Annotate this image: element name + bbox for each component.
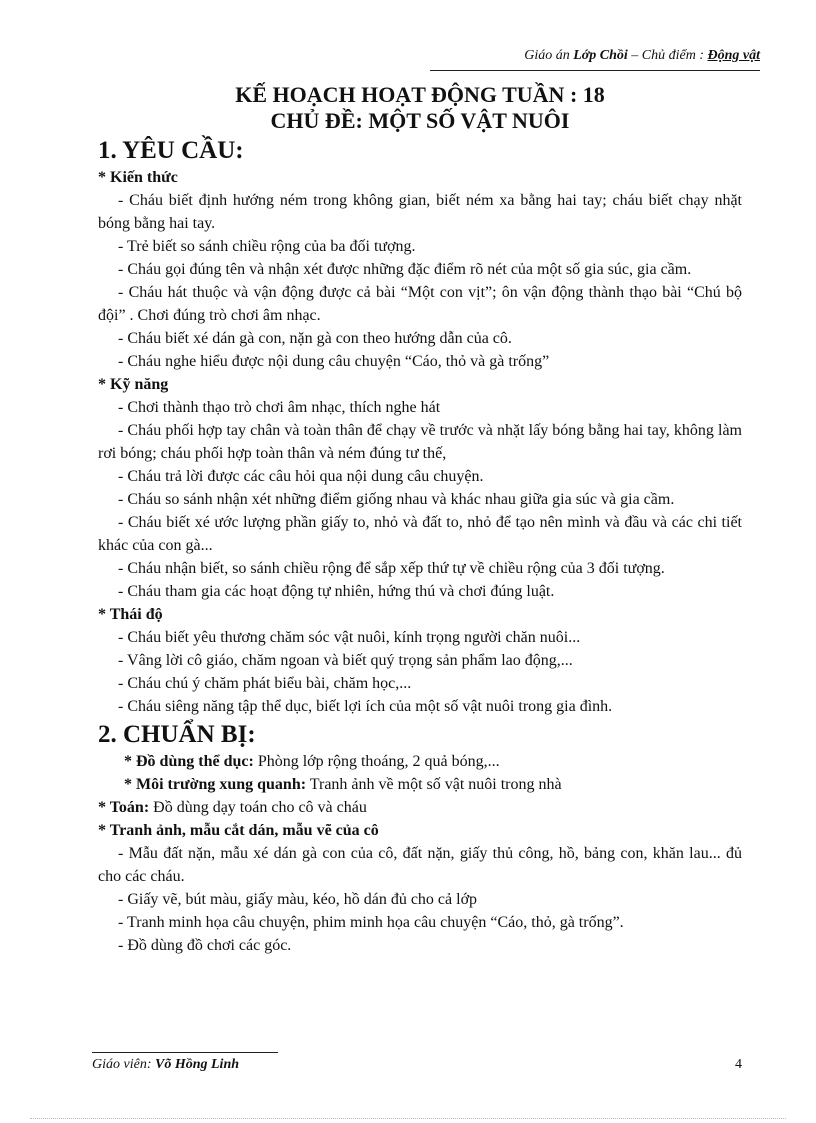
knowledge-item: - Cháu biết xé dán gà con, nặn gà con theo hướng dẫn của cô. (118, 330, 512, 347)
attitude-item: - Cháu biết yêu thương chăm sóc vật nuôi, kính trọng người chăn nuôi... (118, 629, 581, 646)
section-preparation-heading: 2. CHUẨN BỊ: (98, 721, 256, 748)
page-footer (92, 1052, 742, 1073)
attitude-item: - Cháu chú ý chăm phát biểu bài, chăm học,... (118, 675, 412, 692)
art-materials-item: - Giấy vẽ, bút màu, giấy màu, kéo, hồ dán đủ cho cả lớp (118, 891, 478, 908)
art-materials-item: - Đồ dùng đồ chơi các góc. (118, 937, 292, 954)
skills-item: - Cháu phối hợp tay chân và toàn thân để chạy về trước và nhặt lấy bóng bằng hai tay, không làm rơi bóng; cháu phối hợp toàn thân và ném đúng tư thế, (98, 422, 742, 462)
pe-equipment-text: Phòng lớp rộng thoáng, 2 quả bóng,... (253, 753, 500, 770)
environment-text: Tranh ảnh về một số vật nuôi trong nhà (306, 776, 562, 793)
math-line (98, 796, 742, 819)
teacher-label: Giáo viên: (92, 1057, 155, 1072)
skills-item: - Cháu biết xé ước lượng phần giấy to, nhỏ và đất to, nhỏ để tạo nên mình và đầu và các chi tiết khác của con gà... (98, 514, 742, 554)
header-topic: Động vật (707, 48, 760, 63)
skills-item: - Chơi thành thạo trò chơi âm nhạc, thích nghe hát (118, 399, 441, 416)
environment-line (98, 773, 742, 796)
document-body (98, 82, 742, 957)
art-materials-heading: * Tranh ảnh, mẫu cắt dán, mẫu vẽ của cô (98, 822, 379, 839)
page-header (430, 48, 760, 71)
skills-heading: * Kỹ năng (98, 376, 169, 393)
math-label: * Toán: (98, 799, 150, 816)
math-text: Đồ dùng dạy toán cho cô và cháu (149, 799, 367, 816)
page-number: 4 (735, 1057, 742, 1072)
header-middle: – Chủ điểm : (627, 48, 708, 63)
footer-rule (92, 1052, 278, 1053)
knowledge-heading: * Kiến thức (98, 169, 178, 186)
attitude-heading: * Thái độ (98, 606, 163, 623)
section-requirements-heading: 1. YÊU CẦU: (98, 137, 244, 164)
art-materials-item: - Mẫu đất nặn, mẫu xé dán gà con của cô, đất nặn, giấy thủ công, hồ, bảng con, khăn lau... đủ cho các cháu. (98, 845, 742, 885)
knowledge-item: - Cháu hát thuộc và vận động được cả bài “Một con vịt”; ôn vận động thành thạo bài “Chú bộ đội” . Chơi đúng trò chơi âm nhạc. (98, 284, 742, 324)
art-materials-item: - Tranh minh họa câu chuyện, phim minh họa câu chuyện “Cáo, thỏ, gà trống”. (118, 914, 624, 931)
page-bottom-edge (30, 1118, 786, 1119)
pe-equipment-line (98, 750, 742, 773)
attitude-item: - Vâng lời cô giáo, chăm ngoan và biết quý trọng sản phẩm lao động,... (118, 652, 573, 669)
knowledge-item: - Cháu biết định hướng ném trong không gian, biết ném xa bằng hai tay; cháu biết chạy nhặt bóng bằng hai tay. (98, 192, 742, 232)
document-subtitle: CHỦ ĐỀ: MỘT SỐ VẬT NUÔI (270, 108, 570, 133)
knowledge-item: - Cháu gọi đúng tên và nhận xét được những đặc điểm rõ nét của một số gia súc, gia cầm. (118, 261, 692, 278)
skills-item: - Cháu trả lời được các câu hỏi qua nội dung câu chuyện. (118, 468, 484, 485)
environment-label: * Môi trường xung quanh: (124, 776, 307, 793)
knowledge-item: - Trẻ biết so sánh chiều rộng của ba đối tượng. (118, 238, 416, 255)
skills-item: - Cháu tham gia các hoạt động tự nhiên, hứng thú và chơi đúng luật. (118, 583, 555, 600)
teacher-credit (92, 1057, 239, 1073)
header-class-name: Lớp Chồi (573, 48, 628, 63)
header-prefix: Giáo án (524, 48, 574, 63)
skills-item: - Cháu nhận biết, so sánh chiều rộng để sắp xếp thứ tự về chiều rộng của 3 đối tượng. (118, 560, 665, 577)
teacher-name: Võ Hồng Linh (154, 1057, 240, 1072)
attitude-item: - Cháu siêng năng tập thể dục, biết lợi ích của một số vật nuôi trong gia đình. (118, 698, 613, 715)
pe-equipment-label: * Đồ dùng thể dục: (124, 753, 254, 770)
knowledge-item: - Cháu nghe hiểu được nội dung câu chuyện “Cáo, thỏ và gà trống” (118, 353, 550, 370)
skills-item: - Cháu so sánh nhận xét những điểm giống nhau và khác nhau giữa gia súc và gia cầm. (118, 491, 675, 508)
document-title: KẾ HOẠCH HOẠT ĐỘNG TUẦN : 18 (235, 82, 605, 107)
